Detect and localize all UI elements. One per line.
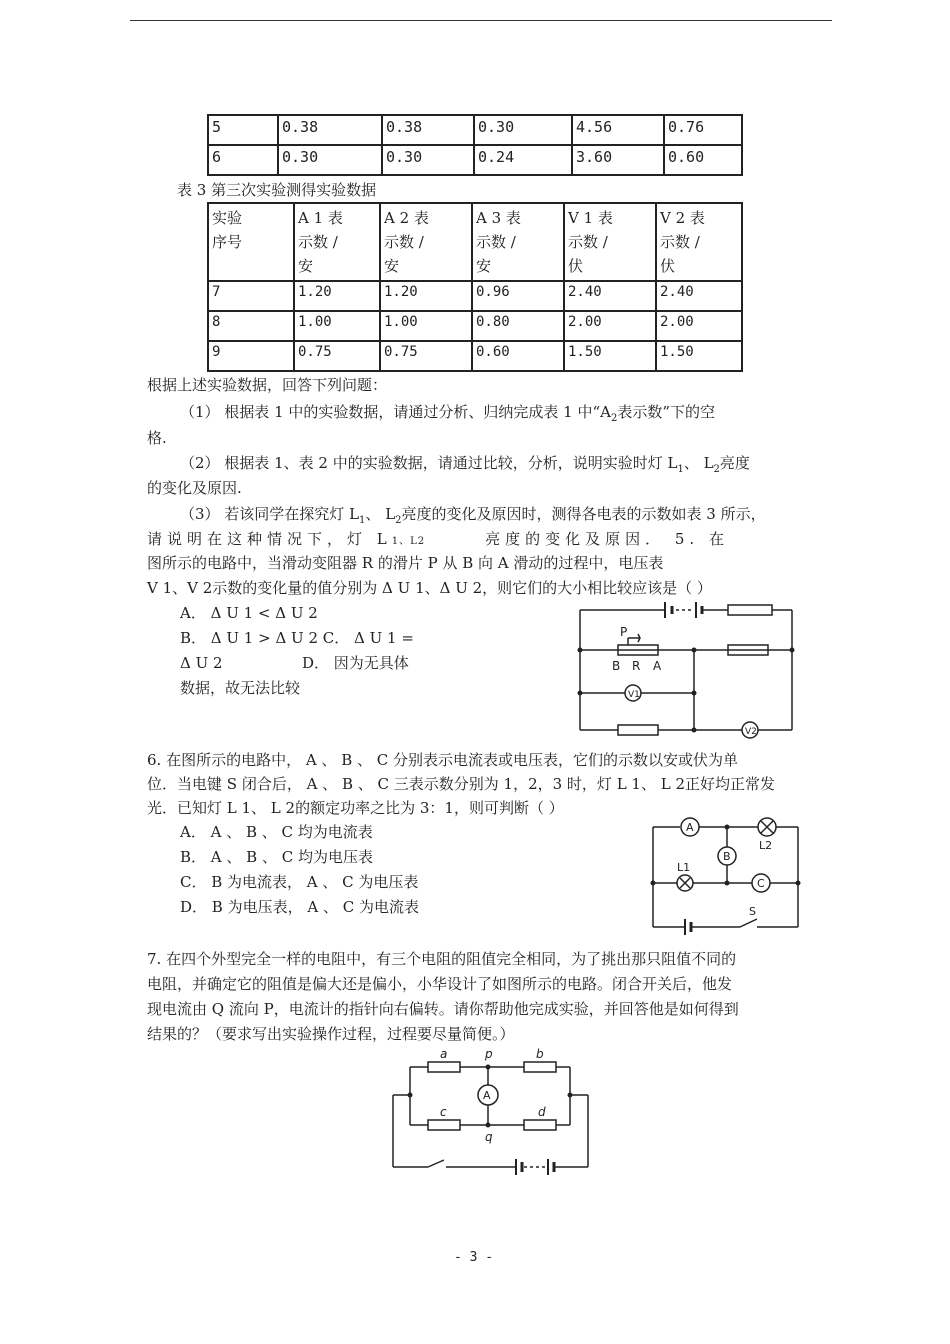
top-rule <box>130 20 832 21</box>
label-b: B <box>723 850 731 863</box>
resistor-d <box>524 1120 556 1130</box>
resistor-bottom <box>618 725 658 735</box>
table3 <box>207 202 743 372</box>
label-a: a <box>440 1047 448 1061</box>
q7-line1: 7. 在四个外型完全一样的电阻中，有三个电阻的阻值完全相同，为了挑出那只阻值不同的 <box>147 950 737 968</box>
label-p: P <box>620 625 628 639</box>
label-c: c <box>440 1105 447 1119</box>
label-v2: V2 <box>745 727 757 737</box>
circuit-q6 <box>645 815 805 935</box>
label-p: p <box>485 1047 493 1061</box>
resistor-c <box>428 1120 460 1130</box>
q6-option-b: B． A 、 B 、 C 均为电压表 <box>180 848 373 866</box>
resistor-a <box>428 1062 460 1072</box>
q1-text: （1） 根据表 1 中的实验数据，请通过分析、归纳完成表 1 中“$A_2$表示数”下的空 <box>180 403 716 424</box>
label-l1: L1 <box>677 861 691 874</box>
q7-line3: 现电流由 Q 流向 P，电流计的指针向右偏转。请你帮助他完成实验，并回答他是如何得到 <box>147 1000 739 1018</box>
label-b: B <box>612 659 621 673</box>
circuit-q7 <box>388 1045 598 1175</box>
table-row: 6 0.30 0.30 0.24 3.60 0.60 <box>208 145 742 175</box>
circuit-q5 <box>570 598 800 740</box>
page-number: - 3 - <box>454 1250 494 1265</box>
label-b: b <box>536 1047 544 1061</box>
switch-s-icon <box>740 919 757 927</box>
resistor-b <box>524 1062 556 1072</box>
switch-icon <box>428 1160 444 1167</box>
table-top <box>207 114 743 176</box>
table3-header-row: 实验 序号 A 1 表 示数 / 安 A 2 表 示数 / 安 A 3 表 示数 / 安 V 1 表 示数 / 伏 V 2 表 示数 / 伏 <box>208 203 742 281</box>
q3-text: （3） 若该同学在探究灯 $L_1$、 $L_2$亮度的变化及原因时，测得各电表的示数如表 3 所示， <box>180 505 766 526</box>
table3-caption: 表 3 第三次实验测得实验数据 <box>177 181 377 199</box>
q6-option-d: D． B 为电压表， A 、 C 为电流表 <box>180 898 419 916</box>
table-row: 5 0.38 0.38 0.30 4.56 0.76 <box>208 115 742 145</box>
q6-line1: 6. 在图所示的电路中， A 、 B 、 C 分别表示电流表或电压表，它们的示数以安或伏为单 <box>147 751 739 769</box>
label-d: d <box>538 1105 546 1119</box>
q5-line1: 图所示的电路中，当滑动变阻器 R 的滑片 P 从 B 向 A 滑动的过程中，电压表 <box>147 554 664 572</box>
label-l2: L2 <box>759 839 773 852</box>
q5-option-d-cont: 数据，故无法比较 <box>180 679 301 697</box>
q5-option-a: A． Δ U 1 < Δ U 2 <box>180 604 318 622</box>
q5-option-c-cont: Δ U 2 <box>180 654 223 672</box>
table-row: 7 1.20 1.20 0.96 2.40 2.40 <box>208 281 742 311</box>
label-a: A <box>686 821 694 834</box>
q6-line2: 位．当电键 S 闭合后， A 、 B 、 C 三表示数分别为 1，2，3 时，灯 L 1、 L 2正好均正常发 <box>147 775 776 793</box>
q5-option-b: B． Δ U 1 > Δ U 2 C． Δ U 1 = <box>180 629 414 647</box>
label-galvanometer: A <box>483 1089 491 1102</box>
q5-line2: V 1、V 2示数的变化量的值分别为 Δ U 1、Δ U 2，则它们的大小相比较应该是（ ） <box>147 579 712 597</box>
q2-text: （2） 根据表 1、表 2 中的实验数据，请通过比较，分析，说明实验时灯 $L_1$、 $L_2$亮度 <box>180 454 750 475</box>
q3-text-cont: 请说明在这种情况下，灯 L1、L2 亮度的变化及原因． 5. 在 <box>147 530 729 548</box>
q1-text-cont: 格. <box>147 429 167 447</box>
q7-line2: 电阻，并确定它的阻值是偏大还是偏小，小华设计了如图所示的电路。闭合开关后，他发 <box>147 975 733 993</box>
q6-option-c: C． B 为电流表， A 、 C 为电压表 <box>180 873 419 891</box>
label-r: R <box>632 659 641 673</box>
label-q: q <box>485 1130 493 1144</box>
label-a: A <box>653 659 662 673</box>
intro-text: 根据上述实验数据，回答下列问题： <box>147 376 388 394</box>
q7-line4: 结果的？（要求写出实验操作过程，过程要尽量简便。） <box>147 1025 515 1043</box>
q6-option-a: A． A 、 B 、 C 均为电流表 <box>180 823 373 841</box>
label-s: S <box>749 905 756 918</box>
label-c: C <box>757 877 765 890</box>
table-row: 8 1.00 1.00 0.80 2.00 2.00 <box>208 311 742 341</box>
q6-line3: 光．已知灯 L 1、 L 2的额定功率之比为 3：1，则可判断（ ） <box>147 799 564 817</box>
table-row: 9 0.75 0.75 0.60 1.50 1.50 <box>208 341 742 371</box>
q5-option-d: D． 因为无具体 <box>302 654 409 672</box>
resistor-top <box>728 605 772 615</box>
q2-text-cont: 的变化及原因. <box>147 479 242 497</box>
label-v1: V1 <box>628 690 640 700</box>
